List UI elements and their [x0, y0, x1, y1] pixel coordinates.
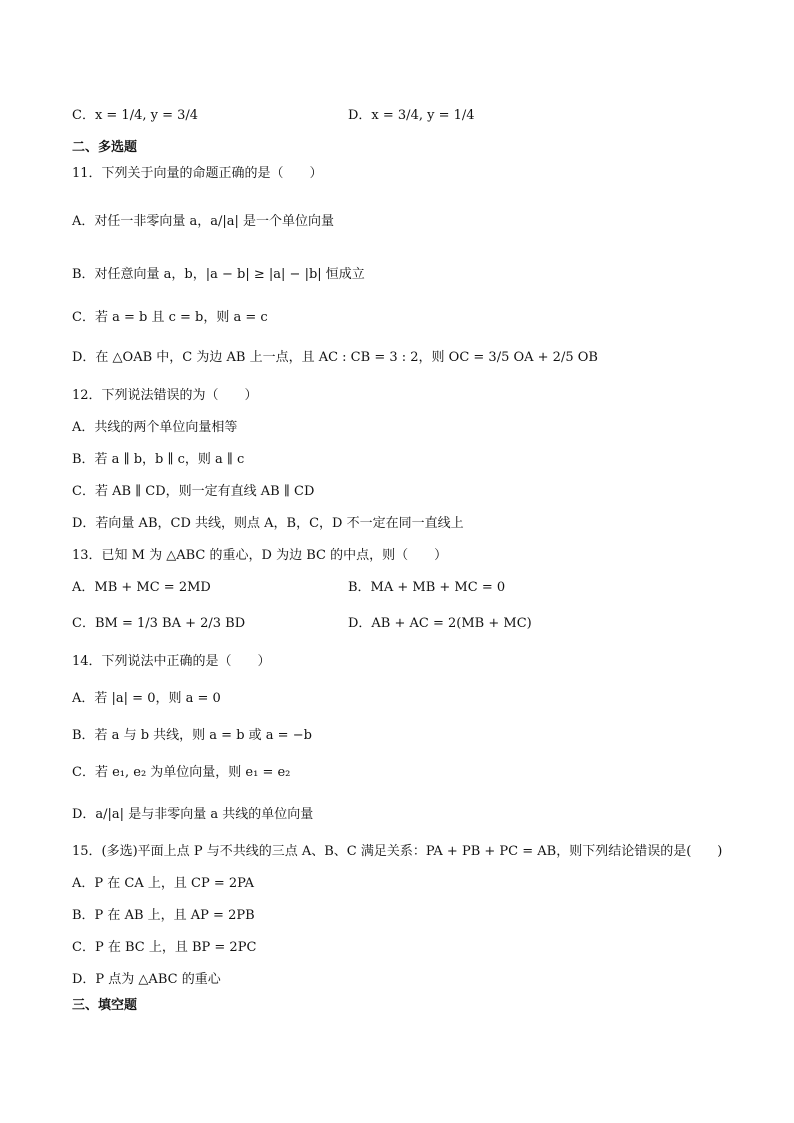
q13-stem: 13．已知 M 为 △ABC 的重心，D 为边 BC 的中点，则（ ） — [72, 548, 448, 563]
q10-option-d: D．x = 3/4, y = 1/4 — [348, 108, 475, 123]
q15-option-d: D．P 点为 △ABC 的重心 — [72, 972, 221, 987]
section-heading-fill-in: 三、填空题 — [72, 998, 138, 1013]
q13-option-b: B．MA + MB + MC = 0 — [348, 580, 506, 595]
q13-option-d: D．AB + AC = 2(MB + MC) — [348, 616, 532, 631]
q14-option-b: B．若 a 与 b 共线，则 a = b 或 a = −b — [72, 728, 312, 743]
q11-option-b: B．对任意向量 a，b，|a − b| ≥ |a| − |b| 恒成立 — [72, 267, 365, 282]
q12-option-d: D．若向量 AB，CD 共线，则点 A，B，C，D 不一定在同一直线上 — [72, 516, 464, 531]
q14-option-a: A．若 |a| = 0，则 a = 0 — [72, 691, 221, 706]
q12-option-c: C．若 AB ∥ CD，则一定有直线 AB ∥ CD — [72, 484, 315, 499]
q15-option-b: B．P 在 AB 上，且 AP = 2PB — [72, 908, 255, 923]
q11-option-d: D．在 △OAB 中，C 为边 AB 上一点，且 AC : CB = 3 : 2，则 OC = 3/5 OA + 2/5 OB — [72, 350, 598, 365]
q11-stem: 11．下列关于向量的命题正确的是（ ） — [72, 166, 323, 181]
q15-stem: 15．(多选)平面上点 P 与不共线的三点 A、B、C 满足关系：PA + PB + PC = AB，则下列结论错误的是( ) — [72, 844, 723, 859]
q14-option-d: D．a/|a| 是与非零向量 a 共线的单位向量 — [72, 807, 314, 822]
section-heading-multiple-choice: 二、多选题 — [72, 140, 138, 155]
q14-stem: 14．下列说法中正确的是（ ） — [72, 654, 271, 669]
q11-option-a: A．对任一非零向量 a，a/|a| 是一个单位向量 — [72, 214, 335, 229]
q14-option-c: C．若 e₁, e₂ 为单位向量，则 e₁ = e₂ — [72, 765, 291, 780]
q11-option-c: C．若 a = b 且 c = b，则 a = c — [72, 310, 268, 325]
q15-option-a: A．P 在 CA 上，且 CP = 2PA — [72, 876, 255, 891]
q12-option-a: A．共线的两个单位向量相等 — [72, 420, 238, 435]
q15-option-c: C．P 在 BC 上，且 BP = 2PC — [72, 940, 257, 955]
q13-option-c: C．BM = 1/3 BA + 2/3 BD — [72, 616, 246, 631]
q12-stem: 12．下列说法错误的为（ ） — [72, 388, 258, 403]
q10-option-c: C．x = 1/4, y = 3/4 — [72, 108, 199, 123]
q12-option-b: B．若 a ∥ b，b ∥ c，则 a ∥ c — [72, 452, 245, 467]
q13-option-a: A．MB + MC = 2MD — [72, 580, 211, 595]
